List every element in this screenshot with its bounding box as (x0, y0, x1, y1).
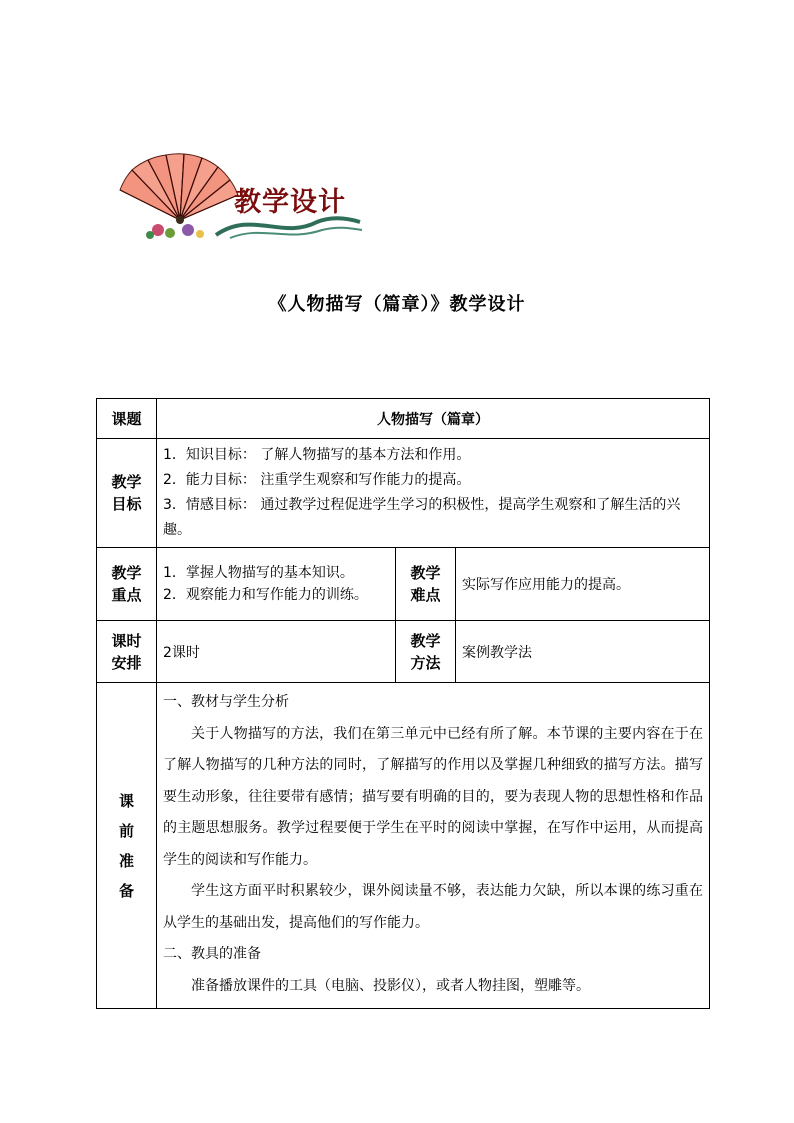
key-point-item: 1．掌握人物描写的基本知识。 (163, 565, 354, 581)
topic-value: 人物描写（篇章） (157, 399, 710, 439)
logo-title: 教学设计 (234, 187, 346, 218)
goal-item: 2．能力目标： 注重学生观察和写作能力的提高。 (163, 472, 471, 488)
schedule-row (97, 621, 710, 683)
prep-row (97, 683, 710, 1009)
topic-label: 课题 (97, 399, 157, 439)
goal-item: 3．情感目标： 通过教学过程促进学生学习的积极性，提高学生观察和了解生活的兴趣。 (163, 497, 681, 538)
key-points-label: 教学 重点 (97, 548, 157, 621)
method-value: 案例教学法 (456, 621, 710, 683)
prep-label: 课 前 准 备 (97, 683, 157, 1009)
topic-row (97, 399, 710, 439)
document-title: 《人物描写（篇章）》教学设计 (268, 294, 526, 315)
key-point-item: 2．观察能力和写作能力的训练。 (163, 587, 368, 603)
schedule-label: 课时 安排 (97, 621, 157, 683)
method-label: 教学 方法 (396, 621, 456, 683)
prep-content (157, 683, 710, 1009)
key-points-row (97, 548, 710, 621)
goals-row (97, 439, 710, 548)
goal-item: 1．知识目标： 了解人物描写的基本方法和作用。 (163, 447, 471, 463)
schedule-value: 2课时 (157, 621, 396, 683)
prep-paragraph: 关于人物描写的方法，我们在第三单元中已经有所了解。本节课的主要内容在于在了解人物描写的几种方法的同时，了解描写的作用以及掌握几种细致的描写方法。描写要生动形象，往往要带有感情；描写要有明确的目的，要为表现人物的思想性格和作品的主题思想服务。教学过程要便于学生在平时的阅读中掌握，在写作中运用，从而提高学生的阅读和写作能力。 (163, 725, 704, 868)
goals-list (157, 439, 710, 548)
prep-paragraph: 学生这方面平时积累较少，课外阅读量不够，表达能力欠缺，所以本课的练习重在从学生的基础出发，提高他们的写作能力。 (163, 883, 704, 931)
difficulty-label: 教学 难点 (396, 548, 456, 621)
lesson-plan-table (96, 398, 710, 1009)
goals-label: 教学 目标 (97, 439, 157, 548)
key-points-list (157, 548, 396, 621)
difficulty-value: 实际写作应用能力的提高。 (456, 548, 710, 621)
prep-heading: 二、教具的准备 (163, 946, 261, 962)
prep-paragraph: 准备播放课件的工具（电脑、投影仪），或者人物挂图，塑雕等。 (191, 977, 590, 994)
logo (112, 150, 372, 245)
prep-heading: 一、教材与学生分析 (163, 694, 289, 710)
